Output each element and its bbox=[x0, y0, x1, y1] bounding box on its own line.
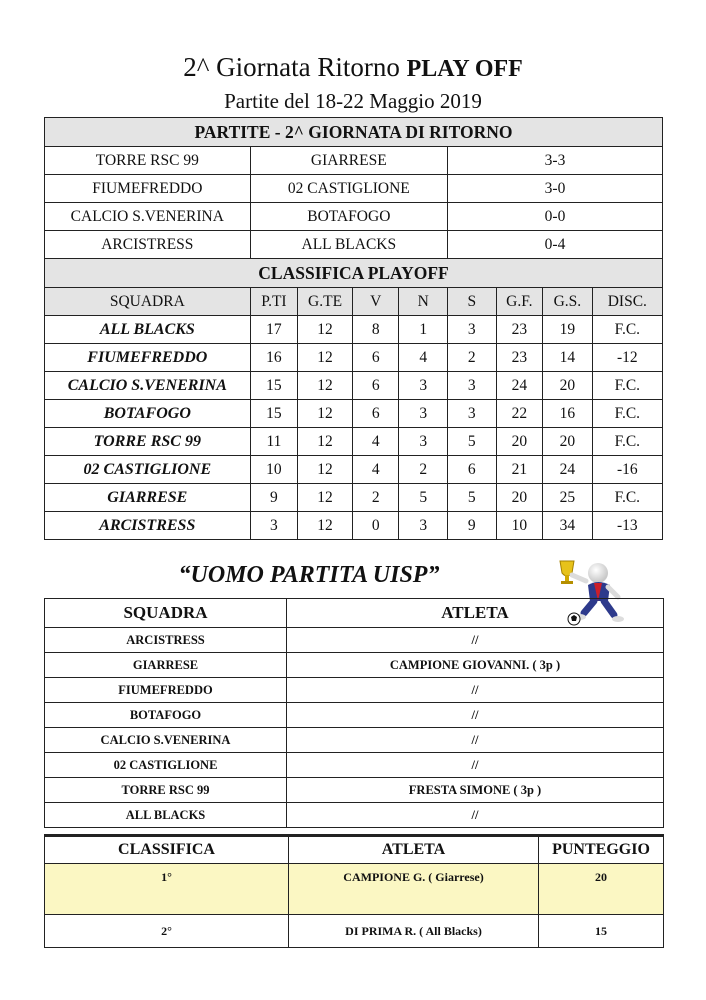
standings-disciplina: -13 bbox=[592, 512, 662, 540]
away-team: ALL BLACKS bbox=[250, 231, 447, 259]
uomo-athlete: // bbox=[287, 728, 664, 753]
standings-team: ARCISTRESS bbox=[45, 512, 251, 540]
standings-giocate: 12 bbox=[298, 428, 353, 456]
players-ranking-table bbox=[44, 834, 664, 948]
standings-row bbox=[45, 428, 663, 456]
uomo-athlete: CAMPIONE GIOVANNI. ( 3p ) bbox=[287, 653, 664, 678]
match-row bbox=[45, 231, 663, 259]
standings-nulle: 3 bbox=[399, 428, 448, 456]
standings-gol-fatti: 23 bbox=[496, 316, 543, 344]
title-text: 2^ Giornata Ritorno bbox=[183, 52, 400, 82]
match-row bbox=[45, 203, 663, 231]
title-bold: PLAY OFF bbox=[406, 56, 523, 82]
standings-gol-subiti: 20 bbox=[543, 428, 593, 456]
matches-heading: PARTITE - 2^ GIORNATA DI RITORNO bbox=[45, 118, 663, 147]
uomo-team: GIARRESE bbox=[45, 653, 287, 678]
standings-row bbox=[45, 400, 663, 428]
standings-nulle: 1 bbox=[399, 316, 448, 344]
uomo-team: CALCIO S.VENERINA bbox=[45, 728, 287, 753]
uomo-body bbox=[45, 628, 664, 828]
standings-gol-subiti: 34 bbox=[543, 512, 593, 540]
col-disciplina: DISC. bbox=[592, 288, 662, 316]
standings-sconfitte: 9 bbox=[448, 512, 497, 540]
standings-vinte: 4 bbox=[352, 428, 399, 456]
standings-nulle: 2 bbox=[399, 456, 448, 484]
home-team: ARCISTRESS bbox=[45, 231, 251, 259]
standings-gol-subiti: 25 bbox=[543, 484, 593, 512]
standings-nulle: 3 bbox=[399, 400, 448, 428]
standings-punti: 11 bbox=[250, 428, 298, 456]
home-team: CALCIO S.VENERINA bbox=[45, 203, 251, 231]
standings-punti: 17 bbox=[250, 316, 298, 344]
uomo-row bbox=[45, 703, 664, 728]
standings-punti: 16 bbox=[250, 344, 298, 372]
standings-team: CALCIO S.VENERINA bbox=[45, 372, 251, 400]
standings-header-row bbox=[45, 288, 663, 316]
standings-gol-subiti: 14 bbox=[543, 344, 593, 372]
standings-nulle: 3 bbox=[399, 512, 448, 540]
standings-nulle: 5 bbox=[399, 484, 448, 512]
uomo-partita-table bbox=[44, 598, 664, 828]
uomo-partita-heading: “UOMO PARTITA UISP” bbox=[178, 562, 440, 588]
uomo-team: TORRE RSC 99 bbox=[45, 778, 287, 803]
standings-sconfitte: 5 bbox=[448, 484, 497, 512]
col-vinte: V bbox=[352, 288, 399, 316]
standings-sconfitte: 3 bbox=[448, 372, 497, 400]
standings-disciplina: F.C. bbox=[592, 372, 662, 400]
uomo-athlete: FRESTA SIMONE ( 3p ) bbox=[287, 778, 664, 803]
standings-giocate: 12 bbox=[298, 400, 353, 428]
standings-punti: 3 bbox=[250, 512, 298, 540]
standings-gol-fatti: 24 bbox=[496, 372, 543, 400]
standings-disciplina: -16 bbox=[592, 456, 662, 484]
standings-nulle: 4 bbox=[399, 344, 448, 372]
page-title bbox=[0, 50, 706, 86]
col-punteggio-header: PUNTEGGIO bbox=[539, 836, 664, 864]
uomo-row bbox=[45, 728, 664, 753]
standings-giocate: 12 bbox=[298, 484, 353, 512]
standings-gol-subiti: 19 bbox=[543, 316, 593, 344]
standings-disciplina: -12 bbox=[592, 344, 662, 372]
standings-row bbox=[45, 512, 663, 540]
uomo-team: ALL BLACKS bbox=[45, 803, 287, 828]
standings-giocate: 12 bbox=[298, 512, 353, 540]
standings-sconfitte: 3 bbox=[448, 316, 497, 344]
standings-giocate: 12 bbox=[298, 344, 353, 372]
standings-sconfitte: 2 bbox=[448, 344, 497, 372]
uomo-athlete: // bbox=[287, 803, 664, 828]
standings-team: FIUMEFREDDO bbox=[45, 344, 251, 372]
col-atleta-header: ATLETA bbox=[287, 599, 664, 628]
col-gol-subiti: G.S. bbox=[543, 288, 593, 316]
points: 15 bbox=[539, 915, 664, 948]
standings-vinte: 6 bbox=[352, 372, 399, 400]
standings-vinte: 8 bbox=[352, 316, 399, 344]
standings-nulle: 3 bbox=[399, 372, 448, 400]
uomo-athlete: // bbox=[287, 703, 664, 728]
standings-disciplina: F.C. bbox=[592, 484, 662, 512]
away-team: GIARRESE bbox=[250, 147, 447, 175]
uomo-row bbox=[45, 678, 664, 703]
results-standings-table bbox=[44, 117, 663, 540]
col-atleta-header: ATLETA bbox=[289, 836, 539, 864]
uomo-team: BOTAFOGO bbox=[45, 703, 287, 728]
uomo-row bbox=[45, 778, 664, 803]
uomo-team: ARCISTRESS bbox=[45, 628, 287, 653]
standings-vinte: 6 bbox=[352, 400, 399, 428]
score: 0-0 bbox=[448, 203, 663, 231]
away-team: BOTAFOGO bbox=[250, 203, 447, 231]
standings-row bbox=[45, 316, 663, 344]
uomo-row bbox=[45, 653, 664, 678]
ranking-header-row bbox=[45, 836, 664, 864]
athlete: DI PRIMA R. ( All Blacks) bbox=[289, 915, 539, 948]
standings-disciplina: F.C. bbox=[592, 400, 662, 428]
col-sconfitte: S bbox=[448, 288, 497, 316]
standings-giocate: 12 bbox=[298, 316, 353, 344]
col-squadra: SQUADRA bbox=[45, 288, 251, 316]
uomo-team: FIUMEFREDDO bbox=[45, 678, 287, 703]
standings-sconfitte: 5 bbox=[448, 428, 497, 456]
standings-gol-fatti: 20 bbox=[496, 428, 543, 456]
standings-team: 02 CASTIGLIONE bbox=[45, 456, 251, 484]
standings-disciplina: F.C. bbox=[592, 316, 662, 344]
standings-gol-fatti: 20 bbox=[496, 484, 543, 512]
ranking-row-second bbox=[45, 915, 664, 948]
home-team: FIUMEFREDDO bbox=[45, 175, 251, 203]
standings-giocate: 12 bbox=[298, 372, 353, 400]
score: 3-3 bbox=[448, 147, 663, 175]
page-subtitle: Partite del 18-22 Maggio 2019 bbox=[224, 89, 482, 113]
col-nulle: N bbox=[399, 288, 448, 316]
home-team: TORRE RSC 99 bbox=[45, 147, 251, 175]
standings-vinte: 6 bbox=[352, 344, 399, 372]
standings-gol-fatti: 23 bbox=[496, 344, 543, 372]
standings-gol-subiti: 20 bbox=[543, 372, 593, 400]
standings-row bbox=[45, 484, 663, 512]
standings-punti: 9 bbox=[250, 484, 298, 512]
uomo-row bbox=[45, 628, 664, 653]
standings-team: ALL BLACKS bbox=[45, 316, 251, 344]
uomo-athlete: // bbox=[287, 753, 664, 778]
standings-punti: 15 bbox=[250, 372, 298, 400]
standings-heading: CLASSIFICA PLAYOFF bbox=[45, 259, 663, 288]
standings-sconfitte: 6 bbox=[448, 456, 497, 484]
uomo-header-row bbox=[45, 599, 664, 628]
uomo-row bbox=[45, 753, 664, 778]
ranking-row-first bbox=[45, 864, 664, 915]
standings-team: BOTAFOGO bbox=[45, 400, 251, 428]
standings-vinte: 0 bbox=[352, 512, 399, 540]
col-punti: P.TI bbox=[250, 288, 298, 316]
uomo-athlete: // bbox=[287, 628, 664, 653]
standings-vinte: 2 bbox=[352, 484, 399, 512]
standings-gol-fatti: 22 bbox=[496, 400, 543, 428]
col-gol-fatti: G.F. bbox=[496, 288, 543, 316]
standings-row bbox=[45, 344, 663, 372]
uomo-row bbox=[45, 803, 664, 828]
standings-punti: 15 bbox=[250, 400, 298, 428]
standings-team: GIARRESE bbox=[45, 484, 251, 512]
standings-row bbox=[45, 372, 663, 400]
score: 3-0 bbox=[448, 175, 663, 203]
standings-gol-fatti: 10 bbox=[496, 512, 543, 540]
match-row bbox=[45, 147, 663, 175]
standings-punti: 10 bbox=[250, 456, 298, 484]
standings-team: TORRE RSC 99 bbox=[45, 428, 251, 456]
standings-body bbox=[45, 316, 663, 540]
rank: 2° bbox=[45, 915, 289, 948]
standings-sconfitte: 3 bbox=[448, 400, 497, 428]
score: 0-4 bbox=[448, 231, 663, 259]
standings-gol-subiti: 16 bbox=[543, 400, 593, 428]
standings-row bbox=[45, 456, 663, 484]
athlete: CAMPIONE G. ( Giarrese) bbox=[289, 864, 539, 915]
points: 20 bbox=[539, 864, 664, 915]
match-row bbox=[45, 175, 663, 203]
rank: 1° bbox=[45, 864, 289, 915]
standings-vinte: 4 bbox=[352, 456, 399, 484]
uomo-team: 02 CASTIGLIONE bbox=[45, 753, 287, 778]
col-classifica-header: CLASSIFICA bbox=[45, 836, 289, 864]
standings-giocate: 12 bbox=[298, 456, 353, 484]
standings-disciplina: F.C. bbox=[592, 428, 662, 456]
col-squadra-header: SQUADRA bbox=[45, 599, 287, 628]
col-giocate: G.TE bbox=[298, 288, 353, 316]
uomo-athlete: // bbox=[287, 678, 664, 703]
standings-gol-fatti: 21 bbox=[496, 456, 543, 484]
away-team: 02 CASTIGLIONE bbox=[250, 175, 447, 203]
standings-gol-subiti: 24 bbox=[543, 456, 593, 484]
